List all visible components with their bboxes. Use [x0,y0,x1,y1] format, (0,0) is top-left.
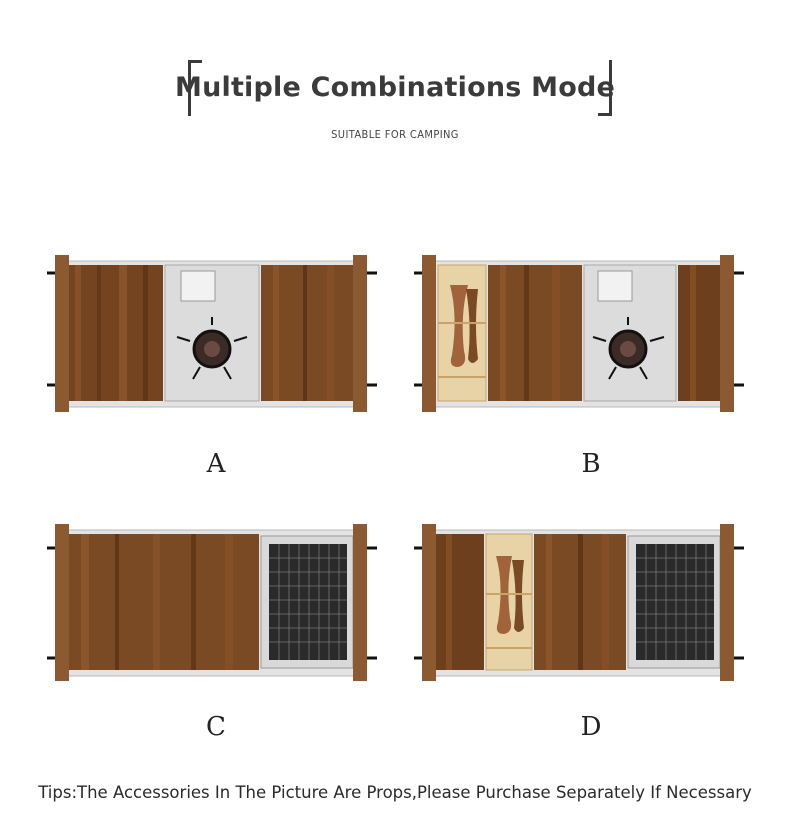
stove-module [165,265,259,401]
end-cap-right [353,255,367,412]
wood-panel-large [67,534,259,670]
stove-module [584,265,676,401]
page-subtitle: SUITABLE FOR CAMPING [331,128,459,141]
wood-panel-middle [488,265,582,401]
table-mode-d-image [412,524,747,681]
table-mode-a-image [45,255,380,412]
mode-label-d: D [580,712,602,742]
mode-label-a: A [206,449,226,479]
grill-module [628,536,720,668]
wood-panel-middle [534,534,626,670]
table-mode-b-image [412,255,747,412]
utensil-rack [486,534,532,670]
wood-panel-left [434,534,484,670]
grill-module [261,536,353,668]
mode-label-c: C [206,712,226,742]
wood-panel-left [67,265,163,401]
wood-panel-right [678,265,722,401]
end-cap-left [55,255,69,412]
table-mode-c-image [45,524,380,681]
mode-label-b: B [581,449,601,479]
utensil-rack [438,265,486,401]
page-title: Multiple Combinations Mode [175,72,615,103]
title-bracket-right-icon [598,60,612,116]
tips-note: Tips:The Accessories In The Picture Are Props,Please Purchase Separately If Necessary [38,783,752,802]
wood-panel-right [261,265,353,401]
